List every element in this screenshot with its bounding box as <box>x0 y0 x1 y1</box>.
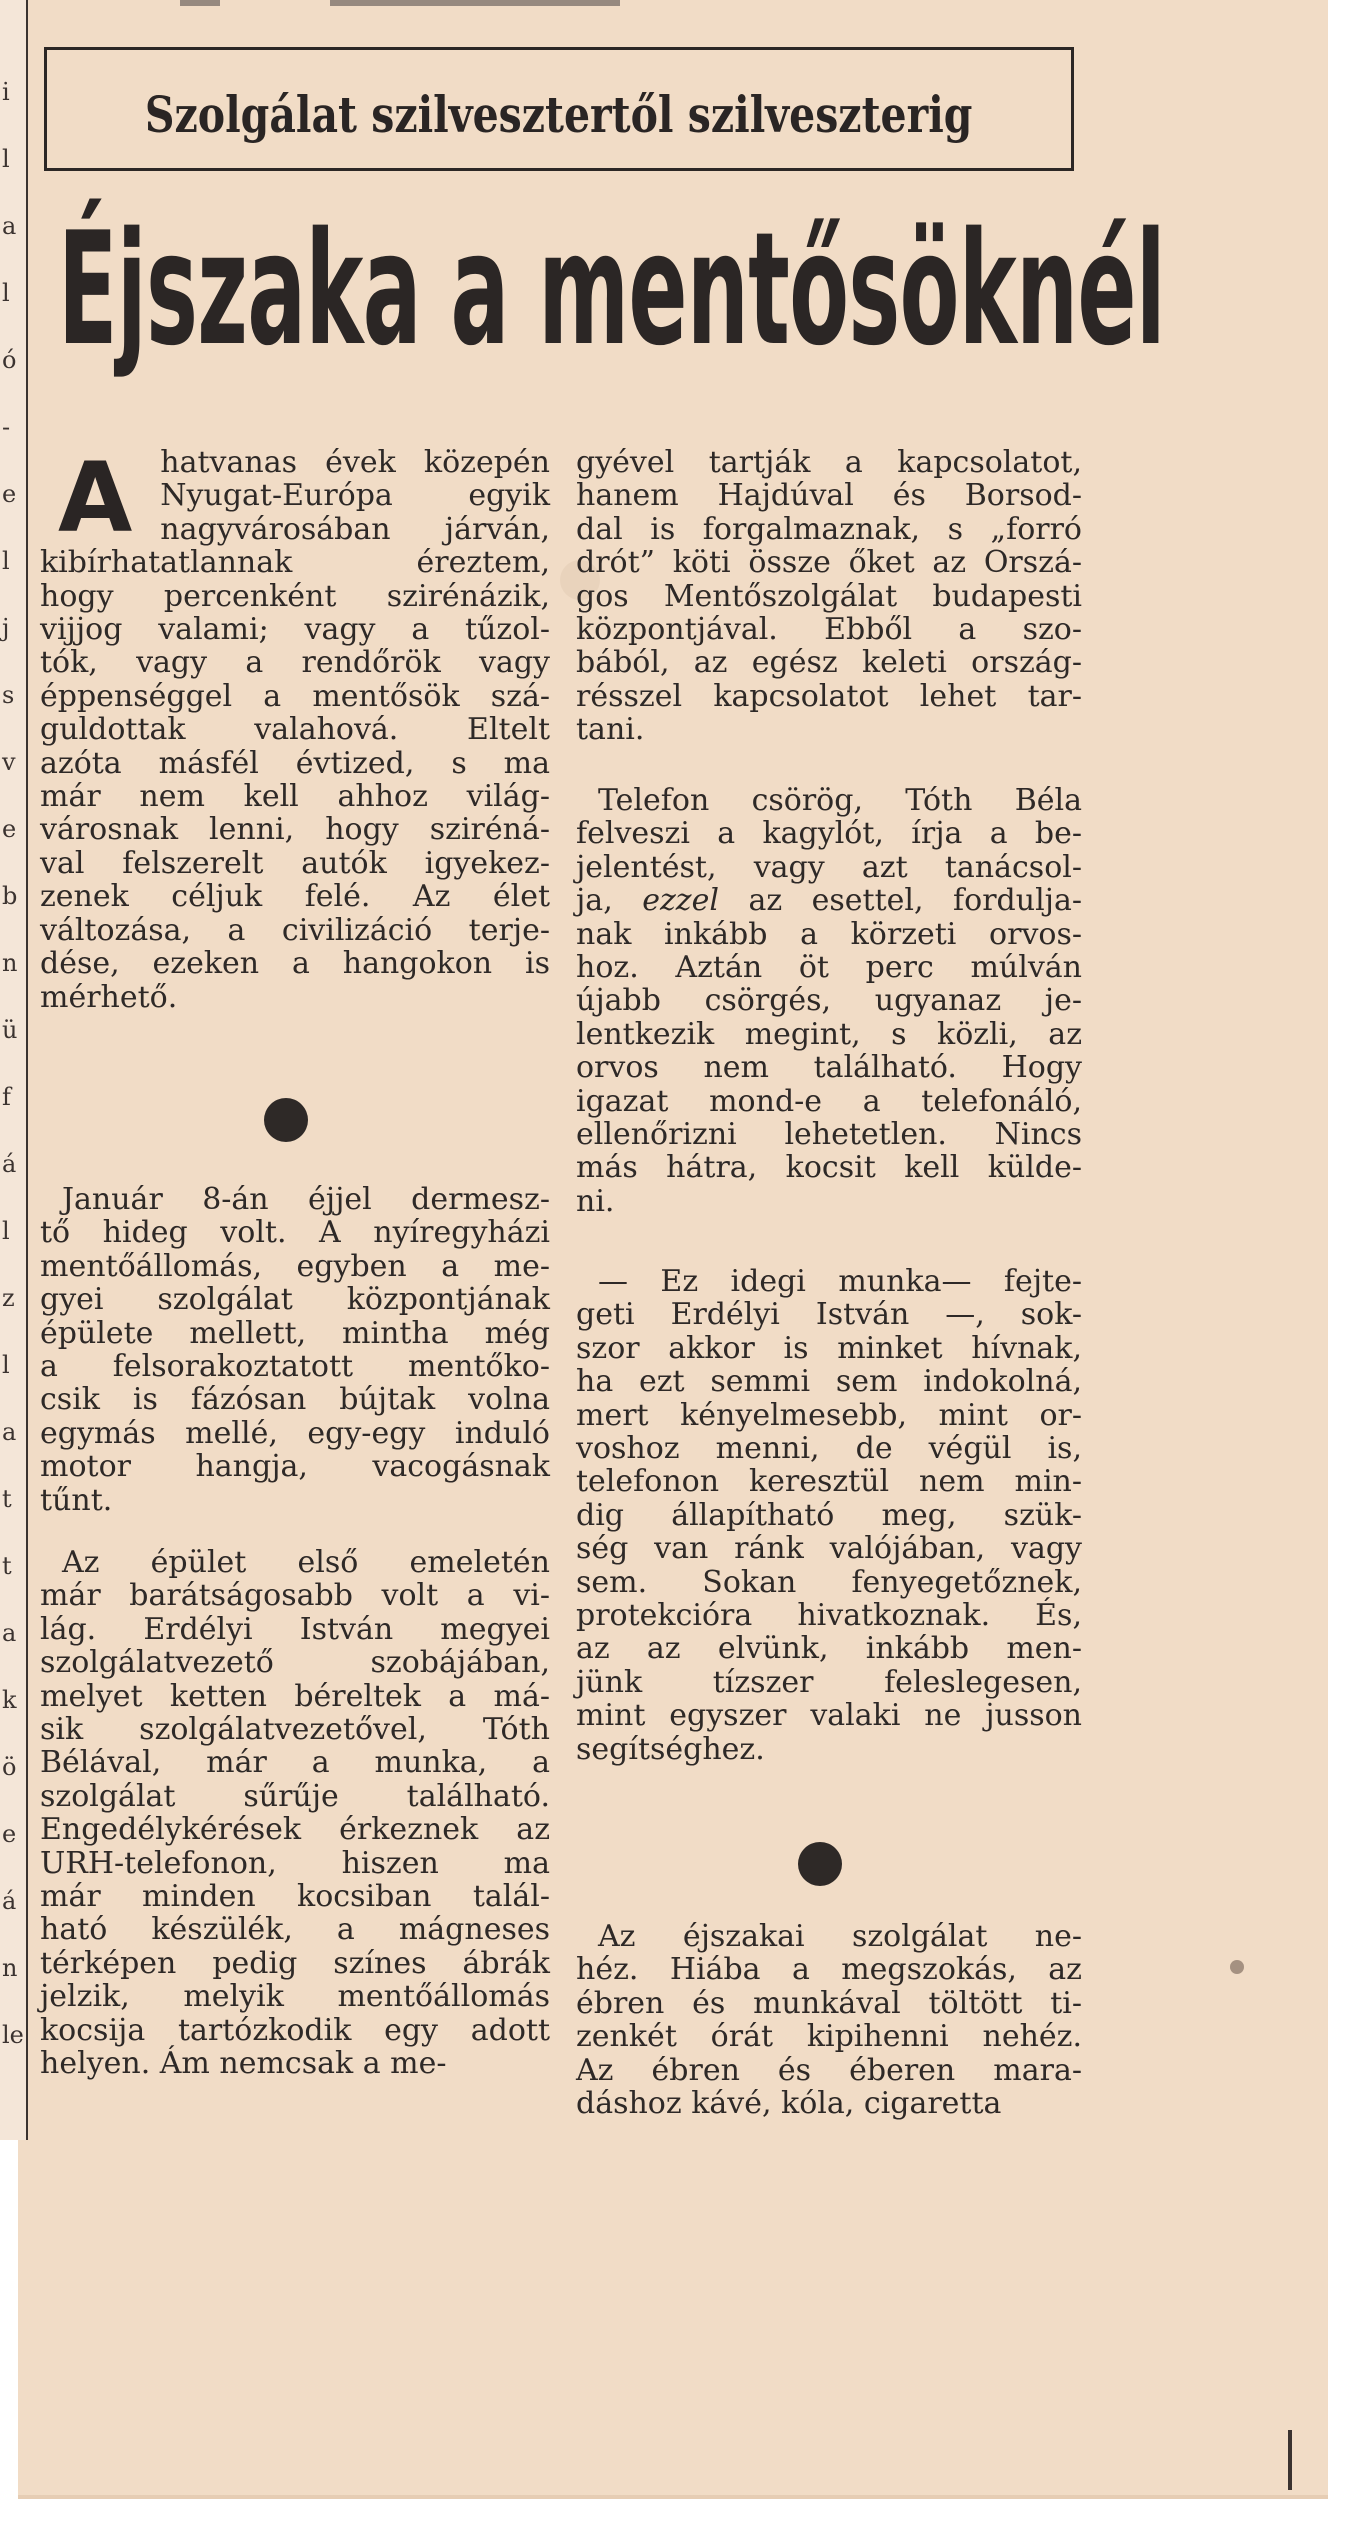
text-line: dáshoz kávé, kóla, cigaretta <box>576 2086 1002 2122</box>
strip-character: f <box>2 1083 11 1111</box>
text-line: már barátságosabb volt a vi- <box>40 1578 550 1614</box>
text-line: hatvanas évek közepén <box>160 445 550 480</box>
page-title: Éjszaka a mentősöknél <box>58 199 1166 381</box>
text-line: a felsorakoztatott mentőko- <box>40 1349 550 1385</box>
text-line: orvos nem található. Hogy <box>576 1050 1082 1086</box>
strip-character: ö <box>2 1753 17 1781</box>
text-line: héz. Hiába a megszokás, az <box>576 1952 1082 1988</box>
text-line: zenek céljuk felé. Az élet <box>40 879 550 915</box>
text-line: mert kényelmesebb, mint or- <box>576 1397 1082 1433</box>
text-line: bából, az egész keleti ország- <box>576 645 1082 681</box>
text-line: zenkét órát kipihenni nehéz. <box>576 2019 1082 2055</box>
strip-character: ó <box>2 346 17 374</box>
paragraph <box>576 1920 1082 2120</box>
text-line: jelentést, vagy azt tanácsol- <box>576 849 1082 885</box>
strip-character: l <box>2 279 10 307</box>
strip-character: a <box>2 1619 17 1647</box>
kicker-title: Szolgálat szilvesztertől szilveszterig <box>145 84 973 144</box>
text-line: Január 8-án éjjel dermesz- <box>62 1182 550 1217</box>
text-line: guldottak valahová. Eltelt <box>40 712 550 748</box>
text-line: felveszi a kagylót, írja a be- <box>576 816 1082 852</box>
text-line: azóta másfél évtized, s ma <box>40 745 550 781</box>
text-line: mentőállomás, egyben a me- <box>40 1248 550 1284</box>
strip-character: z <box>2 1284 15 1312</box>
text-line: dig állapítható meg, szük- <box>576 1497 1082 1533</box>
article-column-1-para3 <box>40 1546 550 2081</box>
section-separator-dot <box>264 1098 308 1142</box>
article-column-1-para2 <box>40 1183 550 1517</box>
drop-cap: A <box>58 442 133 554</box>
text-line: drót” köti össze őket az Orszá- <box>576 545 1082 581</box>
strip-character: a <box>2 212 17 240</box>
text-line: igazat mond-e a telefonáló, <box>576 1083 1082 1119</box>
text-line: épülete mellett, mintha még <box>40 1315 550 1351</box>
text-line: mérhető. <box>40 979 178 1015</box>
text-line: ség van ránk valójában, vagy <box>576 1531 1082 1567</box>
text-line: éppenséggel a mentősök szá- <box>40 678 550 714</box>
text-line: gyével tartják a kapcsolatot, <box>576 445 1082 480</box>
text-line: hogy percenként szirénázik, <box>40 578 550 614</box>
text-line: hanem Hajdúval és Borsod- <box>576 478 1082 514</box>
text-line: melyet ketten béreltek a má- <box>40 1678 550 1714</box>
text-line: dése, ezeken a hangokon is <box>40 946 550 982</box>
strip-character: e <box>2 480 17 508</box>
text-line: Engedélykérések érkeznek az <box>40 1812 550 1848</box>
text-line: városnak lenni, hogy sziréná- <box>40 812 550 848</box>
text-line: tűnt. <box>40 1482 113 1518</box>
strip-character: s <box>2 681 15 709</box>
text-line: jünk tízszer feleslegesen, <box>576 1664 1082 1700</box>
strip-character: ü <box>2 1016 18 1044</box>
text-line: vijjog valami; vagy a tűzol- <box>40 612 550 648</box>
text-line: URH-telefonon, hiszen ma <box>40 1845 550 1881</box>
cut-text-fragment <box>180 0 220 6</box>
text-line: ja, ezzel az esettel, fordulja- <box>576 883 1082 919</box>
text-line: motor hangja, vacogásnak <box>40 1449 550 1485</box>
text-line: más hátra, kocsit kell külde- <box>576 1150 1082 1186</box>
strip-character: n <box>2 1954 18 1982</box>
text-line: voshoz menni, de végül is, <box>576 1431 1082 1467</box>
strip-character: b <box>2 882 18 910</box>
text-line: geti Erdélyi István —, sok- <box>576 1297 1082 1333</box>
text-line: csik is fázósan bújtak volna <box>40 1382 550 1418</box>
strip-character: á <box>2 1150 17 1178</box>
strip-character: le <box>2 2021 24 2049</box>
text-line: lág. Erdélyi István megyei <box>40 1611 550 1647</box>
cut-text-fragment <box>330 0 620 6</box>
strip-character: e <box>2 1820 17 1848</box>
text-line: sem. Sokan fenyegetőznek, <box>576 1564 1082 1600</box>
adjacent-column-strip <box>0 0 28 2140</box>
article-column-1 <box>40 442 550 1015</box>
text-line: az az elvünk, inkább men- <box>576 1631 1082 1667</box>
text-line: újabb csörgés, ugyanaz je- <box>576 983 1082 1019</box>
article-column-2-para3 <box>576 1265 1082 1766</box>
text-line: Nyugat-Európa egyik <box>160 478 550 514</box>
paragraph <box>40 1183 550 1517</box>
strip-character: l <box>2 145 10 173</box>
strip-character: k <box>2 1686 17 1714</box>
text-line: jelzik, melyik mentőállomás <box>40 1979 550 2015</box>
paragraph <box>576 446 1082 747</box>
text-line: nak inkább a körzeti orvos- <box>576 916 1082 952</box>
text-line: hoz. Aztán öt perc múlván <box>576 950 1082 986</box>
strip-character: á <box>2 1887 17 1915</box>
text-line: dal is forgalmaznak, s „forró <box>576 511 1082 547</box>
paragraph <box>576 784 1082 1218</box>
paragraph <box>576 1265 1082 1766</box>
text-line: Az épület első emeletén <box>62 1545 550 1580</box>
text-line: változása, a civilizáció terje- <box>40 912 550 948</box>
text-line: Bélával, már a munka, a <box>40 1745 550 1781</box>
strip-character: v <box>2 748 16 776</box>
strip-character: t <box>2 1552 12 1580</box>
text-line: gyei szolgálat központjának <box>40 1282 550 1318</box>
strip-character: a <box>2 1418 17 1446</box>
strip-character: l <box>2 1351 10 1379</box>
text-line: egymás mellé, egy-egy induló <box>40 1415 550 1451</box>
text-line: helyen. Ám nemcsak a me- <box>40 2046 447 2082</box>
text-line: sik szolgálatvezetővel, Tóth <box>40 1712 550 1748</box>
article-column-2 <box>576 446 1082 747</box>
text-line: tani. <box>576 712 645 748</box>
text-line: térképen pedig színes ábrák <box>40 1945 550 1981</box>
strip-character: - <box>2 413 11 441</box>
strip-character: e <box>2 815 17 843</box>
text-line: mint egyszer valaki ne jusson <box>576 1698 1082 1734</box>
text-line: nagyvárosában járván, <box>160 511 550 547</box>
kicker-box <box>44 47 1074 171</box>
strip-character: j <box>2 614 10 642</box>
strip-character: n <box>2 949 18 977</box>
strip-character: t <box>2 1485 12 1513</box>
text-line: — Ez idegi munka— fejte- <box>598 1264 1082 1299</box>
text-line: segítséghez. <box>576 1731 765 1767</box>
text-line: Telefon csörög, Tóth Béla <box>598 783 1082 818</box>
text-line: ellenőrizni lehetetlen. Nincs <box>576 1117 1082 1153</box>
strip-character: i <box>2 78 10 106</box>
text-line: ha ezt semmi sem indokolná, <box>576 1364 1082 1400</box>
lead-paragraph <box>40 442 550 1015</box>
paper-edge <box>18 2495 1328 2499</box>
text-line: tő hideg volt. A nyíregyházi <box>40 1215 550 1251</box>
text-line: szor akkor is minket hívnak, <box>576 1330 1082 1366</box>
article-column-2-para4 <box>576 1920 1082 2120</box>
text-line: már nem kell ahhoz világ- <box>40 779 550 815</box>
cut-mark <box>1288 2430 1292 2490</box>
paragraph <box>40 1546 550 2081</box>
text-line: központjával. Ebből a szo- <box>576 612 1082 648</box>
text-line: már minden kocsiban talál- <box>40 1879 550 1915</box>
text-line: kocsija tartózkodik egy adott <box>40 2012 550 2048</box>
article-column-2-para2 <box>576 784 1082 1218</box>
text-line: lentkezik megint, s közli, az <box>576 1016 1082 1052</box>
text-line: résszel kapcsolatot lehet tar- <box>576 678 1082 714</box>
text-line: val felszerelt autók igyekez- <box>40 845 550 881</box>
paper-stain <box>1230 1960 1244 1974</box>
text-line: gos Mentőszolgálat budapesti <box>576 578 1082 614</box>
strip-character: l <box>2 547 10 575</box>
text-line: Az éjszakai szolgálat ne- <box>598 1919 1082 1954</box>
text-line: szolgálatvezető szobájában, <box>40 1645 550 1681</box>
text-line: ébren és munkával töltött ti- <box>576 1985 1082 2021</box>
text-line: kibírhatatlannak éreztem, <box>40 545 550 581</box>
text-line: ható készülék, a mágneses <box>40 1912 550 1948</box>
strip-character: l <box>2 1217 10 1245</box>
text-line: telefonon keresztül nem min- <box>576 1464 1082 1500</box>
text-line: szolgálat sűrűje található. <box>40 1778 550 1814</box>
text-line: protekcióra hivatkoznak. És, <box>576 1598 1082 1634</box>
text-line: ni. <box>576 1183 615 1219</box>
text-line: tók, vagy a rendőrök vagy <box>40 645 550 681</box>
text-line: Az ébren és éberen mara- <box>576 2052 1082 2088</box>
section-separator-dot <box>798 1842 842 1886</box>
